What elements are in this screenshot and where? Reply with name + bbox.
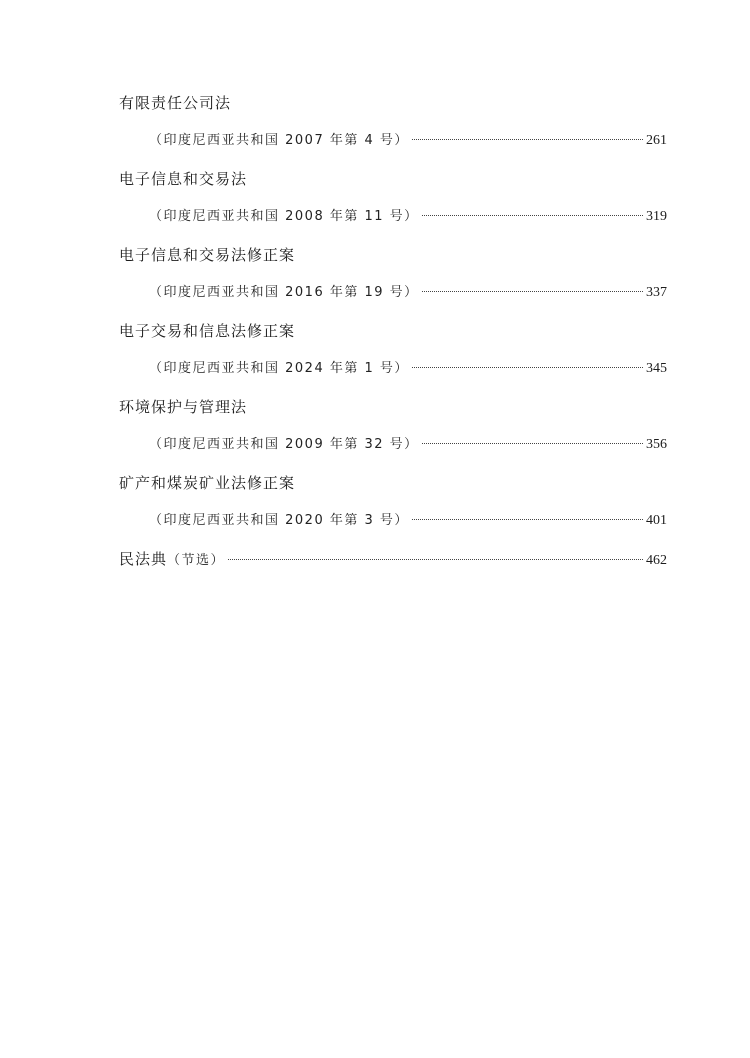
toc-entry-title[interactable]: 有限责任公司法 bbox=[119, 94, 232, 112]
dot-leader bbox=[412, 519, 643, 520]
toc-entry-subtitle-row[interactable] bbox=[119, 506, 667, 544]
toc-entry-subtitle: （印度尼西亚共和国 2008 年第 11 号） bbox=[149, 209, 419, 224]
toc-page-number: 261 bbox=[646, 133, 667, 148]
toc-entry-subtitle: （印度尼西亚共和国 2016 年第 19 号） bbox=[149, 285, 419, 300]
toc-entry-subtitle: （印度尼西亚共和国 2009 年第 32 号） bbox=[149, 437, 419, 452]
toc-entry-note: （节选） bbox=[167, 553, 226, 568]
toc-page-number: 401 bbox=[646, 513, 667, 528]
toc-entry-title[interactable]: 电子信息和交易法 bbox=[119, 170, 248, 188]
dot-leader bbox=[412, 367, 643, 368]
toc-entry-eit-law-amendment-2016 bbox=[119, 240, 667, 316]
dot-leader bbox=[422, 291, 643, 292]
toc-page-number: 462 bbox=[646, 553, 667, 568]
table-of-contents bbox=[119, 88, 667, 582]
toc-entry-subtitle-row[interactable] bbox=[119, 126, 667, 164]
toc-entry-environmental-protection-law bbox=[119, 392, 667, 468]
dot-leader bbox=[422, 443, 643, 444]
toc-entry-mineral-coal-mining-law-amendment bbox=[119, 468, 667, 544]
toc-entry-title[interactable]: 矿产和煤炭矿业法修正案 bbox=[119, 474, 296, 492]
toc-entry-subtitle-row[interactable] bbox=[119, 354, 667, 392]
toc-entry-title[interactable]: 电子信息和交易法修正案 bbox=[119, 246, 296, 264]
toc-entry-limited-liability-company-law bbox=[119, 88, 667, 164]
toc-entry-subtitle-row[interactable] bbox=[119, 430, 667, 468]
toc-entry-subtitle: （印度尼西亚共和国 2007 年第 4 号） bbox=[149, 133, 409, 148]
toc-entry-subtitle-row[interactable] bbox=[119, 278, 667, 316]
toc-page-number: 337 bbox=[646, 285, 667, 300]
toc-entry-subtitle: （印度尼西亚共和国 2024 年第 1 号） bbox=[149, 361, 409, 376]
toc-entry-title[interactable]: 电子交易和信息法修正案 bbox=[119, 322, 296, 340]
toc-entry-civil-code[interactable] bbox=[119, 544, 667, 582]
toc-entry-electronic-information-transactions-law bbox=[119, 164, 667, 240]
toc-entry-title: 民法典 bbox=[119, 550, 168, 568]
toc-entry-title[interactable]: 环境保护与管理法 bbox=[119, 398, 248, 416]
toc-entry-subtitle-row[interactable] bbox=[119, 202, 667, 240]
dot-leader bbox=[412, 139, 643, 140]
dot-leader bbox=[228, 559, 643, 560]
toc-entry-eit-law-amendment-2024 bbox=[119, 316, 667, 392]
toc-page-number: 356 bbox=[646, 437, 667, 452]
toc-page-number: 345 bbox=[646, 361, 667, 376]
dot-leader bbox=[422, 215, 643, 216]
toc-entry-subtitle: （印度尼西亚共和国 2020 年第 3 号） bbox=[149, 513, 409, 528]
toc-page-number: 319 bbox=[646, 209, 667, 224]
